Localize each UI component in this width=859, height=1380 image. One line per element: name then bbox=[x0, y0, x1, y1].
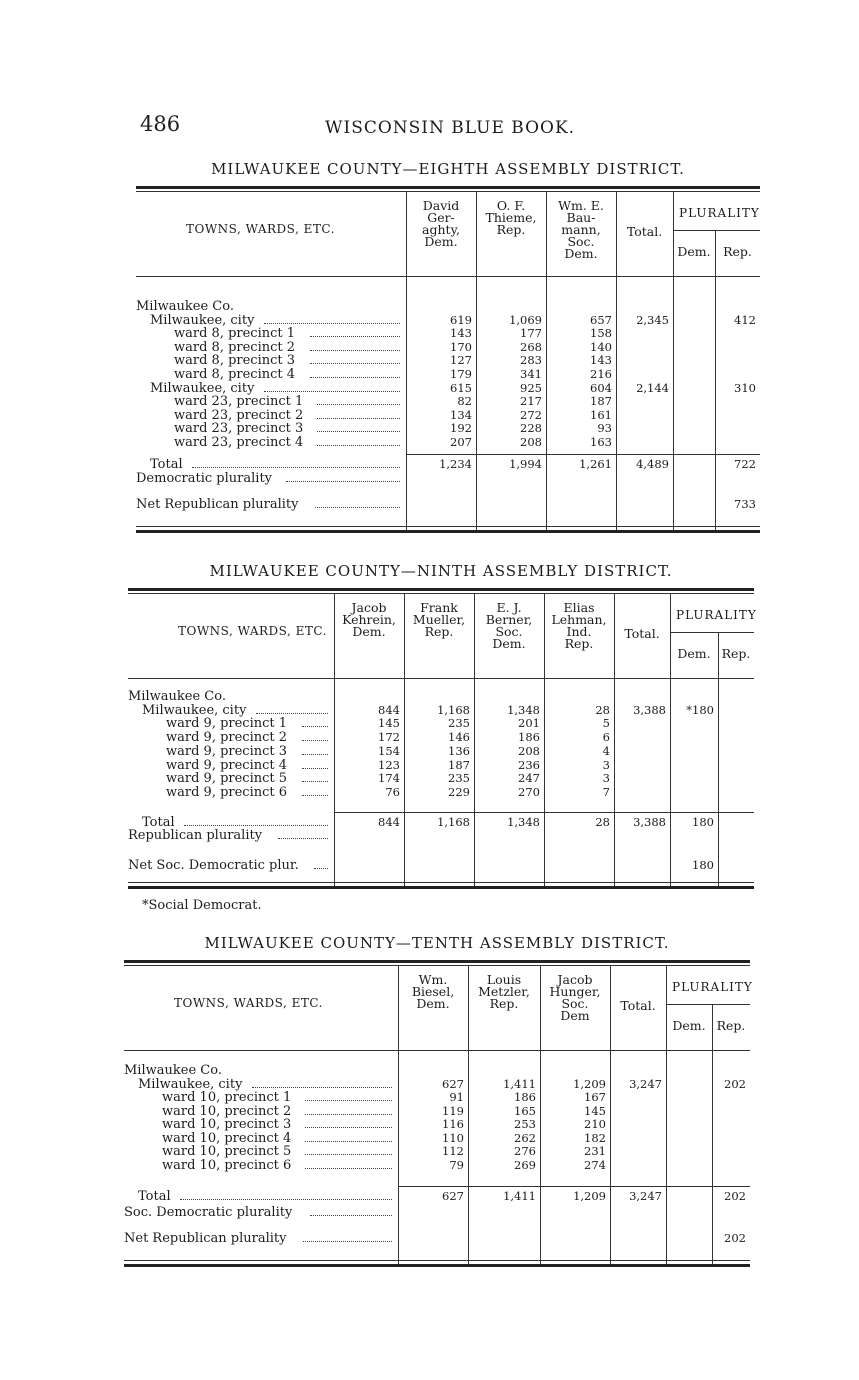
row-label: ward 23, precinct 4 bbox=[174, 435, 304, 450]
cell-value: 116 bbox=[442, 1117, 464, 1131]
candidate-header: Jacob Hunger, Soc. Dem bbox=[549, 972, 601, 1023]
cell-value: 1,348 bbox=[507, 702, 540, 717]
cell-value: 136 bbox=[448, 743, 470, 758]
cell-value: 341 bbox=[520, 367, 542, 381]
table-bottom-rule-inner bbox=[136, 526, 760, 527]
table-bottom-rule bbox=[128, 886, 754, 889]
cell-value: 174 bbox=[378, 771, 400, 786]
cell-value: 167 bbox=[584, 1090, 606, 1104]
column-divider bbox=[666, 966, 667, 1264]
leader-dots bbox=[310, 377, 400, 378]
cell-value: 3 bbox=[602, 757, 610, 772]
leader-dots bbox=[256, 713, 328, 714]
column-divider bbox=[712, 1004, 713, 1264]
cell-value: 276 bbox=[514, 1144, 536, 1158]
table-bottom-rule-inner bbox=[124, 1260, 750, 1261]
row-label: ward 9, precinct 3 bbox=[166, 743, 288, 759]
leader-dots bbox=[286, 481, 400, 482]
assembly-district-table bbox=[128, 562, 757, 926]
row-label: ward 8, precinct 2 bbox=[174, 339, 296, 355]
cell-value: 3,388 bbox=[633, 702, 666, 717]
summary-label: Total bbox=[138, 1189, 171, 1204]
leader-dots bbox=[264, 391, 400, 392]
table-bottom-rule-inner bbox=[128, 882, 754, 883]
leader-dots bbox=[305, 1154, 392, 1155]
cell-value: 119 bbox=[442, 1103, 464, 1118]
table-top-rule bbox=[124, 960, 750, 963]
plurality-sub-rule bbox=[670, 632, 754, 633]
cell-value: 202 bbox=[724, 1189, 746, 1203]
column-divider bbox=[610, 966, 611, 1264]
cell-value: 143 bbox=[590, 353, 612, 368]
cell-value: 1,209 bbox=[573, 1189, 606, 1203]
leader-dots bbox=[317, 445, 400, 446]
cell-value: 163 bbox=[590, 435, 612, 449]
assembly-district-table bbox=[124, 934, 753, 1304]
cell-value: 208 bbox=[520, 435, 542, 449]
leader-dots bbox=[302, 754, 328, 755]
candidate-header: Louis Metzler, Rep. bbox=[478, 972, 530, 1011]
cell-value: 208 bbox=[518, 743, 540, 758]
cell-value: 412 bbox=[734, 312, 756, 327]
cell-value: 283 bbox=[520, 353, 542, 368]
cell-value: 202 bbox=[724, 1231, 746, 1245]
towns-wards-header: TOWNS, WARDS, ETC. bbox=[186, 222, 335, 236]
leader-dots bbox=[310, 350, 400, 351]
page-header bbox=[140, 112, 760, 142]
cell-value: 91 bbox=[449, 1090, 464, 1104]
candidate-header: O. F. Thieme, Rep. bbox=[485, 198, 537, 237]
candidate-header: E. J. Berner, Soc. Dem. bbox=[485, 600, 533, 651]
cell-value: 1,411 bbox=[503, 1076, 536, 1091]
row-label: ward 8, precinct 4 bbox=[174, 367, 296, 382]
cell-value: 28 bbox=[595, 702, 610, 717]
cell-value: 733 bbox=[734, 497, 756, 511]
leader-dots bbox=[302, 726, 328, 727]
cell-value: 82 bbox=[457, 394, 472, 409]
cell-value: 187 bbox=[590, 394, 612, 409]
candidate-header: David Ger- aghty, Dem. bbox=[422, 198, 460, 249]
row-label: Milwaukee, city bbox=[142, 702, 247, 718]
leader-dots bbox=[317, 431, 400, 432]
plurality-header: PLURALITY bbox=[679, 206, 760, 220]
cell-value: 235 bbox=[448, 716, 470, 731]
column-divider bbox=[614, 594, 615, 886]
leader-dots bbox=[310, 363, 400, 364]
table-top-rule-inner bbox=[124, 965, 750, 966]
page-number: 486 bbox=[140, 112, 181, 136]
cell-value: 844 bbox=[378, 702, 400, 717]
leader-dots bbox=[305, 1114, 392, 1115]
cell-value: 3,247 bbox=[629, 1076, 662, 1091]
summary-label: Soc. Democratic plurality bbox=[124, 1205, 293, 1220]
cell-value: 269 bbox=[514, 1157, 536, 1172]
plurality-dem-header: Dem. bbox=[672, 1018, 706, 1033]
row-label: ward 9, precinct 2 bbox=[166, 730, 288, 746]
cell-value: 165 bbox=[514, 1103, 536, 1118]
cell-value: 1,994 bbox=[509, 457, 542, 471]
cell-value: 145 bbox=[584, 1103, 606, 1118]
row-label: ward 8, precinct 3 bbox=[174, 353, 296, 369]
column-divider bbox=[616, 192, 617, 530]
cell-value: 110 bbox=[442, 1130, 464, 1145]
cell-value: 182 bbox=[584, 1130, 606, 1145]
cell-value: 627 bbox=[442, 1076, 464, 1091]
plurality-dem-header: Dem. bbox=[677, 244, 711, 259]
cell-value: 158 bbox=[590, 326, 612, 341]
cell-value: 201 bbox=[518, 716, 540, 731]
cell-value: 112 bbox=[442, 1144, 464, 1158]
leader-dots bbox=[302, 795, 328, 796]
leader-dots bbox=[305, 1168, 392, 1169]
column-divider bbox=[673, 192, 674, 530]
column-divider bbox=[476, 192, 477, 530]
cell-value: 186 bbox=[514, 1090, 536, 1104]
leader-dots bbox=[315, 507, 400, 508]
row-label: ward 9, precinct 5 bbox=[166, 771, 288, 787]
leader-dots bbox=[314, 868, 328, 869]
cell-value: 217 bbox=[520, 394, 542, 409]
column-divider bbox=[404, 594, 405, 886]
leader-dots bbox=[317, 418, 400, 419]
plurality-dem-header: Dem. bbox=[677, 646, 711, 661]
cell-value: 6 bbox=[602, 730, 610, 745]
row-label: Milwaukee, city bbox=[150, 312, 255, 328]
leader-dots bbox=[302, 768, 328, 769]
cell-value: 127 bbox=[450, 353, 472, 368]
summary-label: Total bbox=[150, 457, 183, 472]
cell-value: 210 bbox=[584, 1117, 606, 1131]
column-divider bbox=[334, 594, 335, 886]
candidate-header: Jacob Kehrein, Dem. bbox=[342, 600, 396, 639]
cell-value: 145 bbox=[378, 716, 400, 731]
leader-dots bbox=[317, 404, 400, 405]
cell-value: 268 bbox=[520, 339, 542, 354]
cell-value: 604 bbox=[590, 380, 612, 395]
cell-value: 140 bbox=[590, 339, 612, 354]
row-label: ward 9, precinct 4 bbox=[166, 757, 288, 773]
row-label: ward 10, precinct 5 bbox=[162, 1144, 292, 1159]
column-divider bbox=[718, 632, 719, 886]
row-label: Milwaukee, city bbox=[150, 380, 255, 396]
cell-value: 79 bbox=[449, 1157, 464, 1172]
plurality-header: PLURALITY bbox=[672, 980, 753, 994]
table-top-rule-inner bbox=[136, 191, 760, 192]
cell-value: 3,247 bbox=[629, 1189, 662, 1203]
cell-value: 123 bbox=[378, 757, 400, 772]
total-rule bbox=[406, 454, 760, 455]
cell-value: 134 bbox=[450, 407, 472, 422]
plurality-rep-header: Rep. bbox=[723, 244, 752, 259]
column-divider bbox=[474, 594, 475, 886]
plurality-rep-header: Rep. bbox=[716, 1018, 746, 1033]
row-label: Milwaukee, city bbox=[138, 1076, 243, 1092]
cell-value: 76 bbox=[385, 784, 400, 799]
cell-value: 1,168 bbox=[437, 815, 470, 829]
book-title: WISCONSIN BLUE BOOK. bbox=[325, 118, 576, 138]
summary-label: Democratic plurality bbox=[136, 471, 273, 486]
plurality-rep-header: Rep. bbox=[721, 646, 751, 661]
cell-value: 202 bbox=[724, 1076, 746, 1091]
cell-value: 247 bbox=[518, 771, 540, 786]
cell-value: 5 bbox=[602, 716, 610, 731]
cell-value: 1,261 bbox=[579, 457, 612, 471]
total-rule bbox=[398, 1186, 750, 1187]
table-title: MILWAUKEE COUNTY—EIGHTH ASSEMBLY DISTRICT. bbox=[211, 160, 685, 178]
column-divider bbox=[546, 192, 547, 530]
cell-value: 2,345 bbox=[636, 312, 669, 327]
table-bottom-rule bbox=[124, 1264, 750, 1267]
cell-value: 28 bbox=[595, 815, 610, 829]
cell-value: 7 bbox=[602, 784, 610, 799]
cell-value: 177 bbox=[520, 326, 542, 341]
cell-value: 4 bbox=[602, 743, 610, 758]
cell-value: 146 bbox=[448, 730, 470, 745]
assembly-district-table bbox=[136, 160, 760, 570]
cell-value: 1,411 bbox=[503, 1189, 536, 1203]
plurality-header: PLURALITY bbox=[676, 608, 757, 622]
leader-dots bbox=[184, 825, 328, 826]
row-label: Milwaukee Co. bbox=[136, 299, 234, 314]
cell-value: 235 bbox=[448, 771, 470, 786]
row-label: ward 23, precinct 1 bbox=[174, 394, 304, 410]
row-label: ward 10, precinct 1 bbox=[162, 1090, 292, 1105]
cell-value: 310 bbox=[734, 380, 756, 395]
candidate-header: Wm. Biesel, Dem. bbox=[411, 972, 455, 1011]
cell-value: 216 bbox=[590, 367, 612, 381]
cell-value: 3,388 bbox=[633, 815, 666, 829]
row-label: Milwaukee Co. bbox=[128, 689, 226, 704]
leader-dots bbox=[192, 467, 400, 468]
summary-label: Total bbox=[142, 815, 175, 830]
column-divider bbox=[468, 966, 469, 1264]
cell-value: 262 bbox=[514, 1130, 536, 1145]
leader-dots bbox=[252, 1087, 392, 1088]
leader-dots bbox=[302, 740, 328, 741]
summary-label: Net Republican plurality bbox=[124, 1231, 287, 1246]
cell-value: 207 bbox=[450, 435, 472, 449]
leader-dots bbox=[180, 1199, 392, 1200]
cell-value: 925 bbox=[520, 380, 542, 395]
cell-value: 4,489 bbox=[636, 457, 669, 471]
header-bottom-rule bbox=[128, 678, 754, 679]
cell-value: 2,144 bbox=[636, 380, 669, 395]
total-header: Total. bbox=[620, 998, 656, 1013]
leader-dots bbox=[278, 838, 328, 839]
table-top-rule bbox=[136, 186, 760, 189]
row-label: Milwaukee Co. bbox=[124, 1063, 222, 1078]
row-label: ward 10, precinct 3 bbox=[162, 1117, 292, 1132]
column-divider bbox=[670, 594, 671, 886]
summary-label: Net Republican plurality bbox=[136, 497, 299, 512]
cell-value: 229 bbox=[448, 784, 470, 799]
total-header: Total. bbox=[624, 626, 660, 641]
total-rule bbox=[334, 812, 754, 813]
towns-wards-header: TOWNS, WARDS, ETC. bbox=[174, 996, 323, 1010]
towns-wards-header: TOWNS, WARDS, ETC. bbox=[178, 624, 327, 638]
plurality-sub-rule bbox=[666, 1004, 750, 1005]
leader-dots bbox=[264, 323, 400, 324]
cell-value: 3 bbox=[602, 771, 610, 786]
cell-value: 615 bbox=[450, 380, 472, 395]
leader-dots bbox=[305, 1127, 392, 1128]
summary-label: Net Soc. Democratic plur. bbox=[128, 858, 299, 873]
row-label: ward 9, precinct 1 bbox=[166, 716, 288, 732]
cell-value: 272 bbox=[520, 407, 542, 422]
cell-value: 93 bbox=[597, 421, 612, 436]
leader-dots bbox=[302, 781, 328, 782]
table-top-rule bbox=[128, 588, 754, 591]
cell-value: 619 bbox=[450, 312, 472, 327]
summary-label: Republican plurality bbox=[128, 828, 263, 843]
row-label: ward 10, precinct 4 bbox=[162, 1130, 292, 1146]
row-label: ward 23, precinct 3 bbox=[174, 421, 304, 437]
table-bottom-rule bbox=[136, 530, 760, 533]
cell-value: 143 bbox=[450, 326, 472, 341]
row-label: ward 10, precinct 6 bbox=[162, 1157, 292, 1173]
cell-value: 187 bbox=[448, 757, 470, 772]
table-title: MILWAUKEE COUNTY—TENTH ASSEMBLY DISTRICT. bbox=[204, 934, 670, 952]
cell-value: 253 bbox=[514, 1117, 536, 1131]
leader-dots bbox=[305, 1100, 392, 1101]
candidate-header: Elias Lehman, Ind. Rep. bbox=[551, 600, 607, 651]
row-label: ward 10, precinct 2 bbox=[162, 1103, 292, 1119]
leader-dots bbox=[305, 1141, 392, 1142]
cell-value: 1,069 bbox=[509, 312, 542, 327]
header-bottom-rule bbox=[136, 276, 760, 277]
cell-value: 657 bbox=[590, 312, 612, 327]
column-divider bbox=[406, 192, 407, 530]
cell-value: 154 bbox=[378, 743, 400, 758]
table-title: MILWAUKEE COUNTY—NINTH ASSEMBLY DISTRICT. bbox=[209, 562, 673, 580]
cell-value: 270 bbox=[518, 784, 540, 799]
cell-value: 844 bbox=[378, 815, 400, 829]
footnote: *Social Democrat. bbox=[142, 898, 262, 913]
leader-dots bbox=[303, 1241, 392, 1242]
cell-value: 274 bbox=[584, 1157, 606, 1172]
row-label: ward 8, precinct 1 bbox=[174, 326, 296, 342]
column-divider bbox=[398, 966, 399, 1264]
plurality-sub-rule bbox=[673, 230, 760, 231]
cell-value: 170 bbox=[450, 339, 472, 354]
cell-value: 186 bbox=[518, 730, 540, 745]
cell-value: 172 bbox=[378, 730, 400, 745]
cell-value: 627 bbox=[442, 1189, 464, 1203]
leader-dots bbox=[310, 336, 400, 337]
row-label: ward 23, precinct 2 bbox=[174, 407, 304, 423]
cell-value: 1,209 bbox=[573, 1076, 606, 1091]
cell-value: 192 bbox=[450, 421, 472, 436]
column-divider bbox=[715, 230, 716, 530]
cell-value: 161 bbox=[590, 407, 612, 422]
column-divider bbox=[540, 966, 541, 1264]
total-header: Total. bbox=[626, 224, 663, 239]
cell-value: 722 bbox=[734, 457, 756, 471]
cell-value: 180 bbox=[692, 815, 714, 829]
table-top-rule-inner bbox=[128, 593, 754, 594]
cell-value: 180 bbox=[692, 858, 714, 872]
cell-value: 1,348 bbox=[507, 815, 540, 829]
cell-value: 231 bbox=[584, 1144, 606, 1158]
row-label: ward 9, precinct 6 bbox=[166, 784, 288, 800]
header-bottom-rule bbox=[124, 1050, 750, 1051]
cell-value: *180 bbox=[686, 702, 714, 717]
column-divider bbox=[544, 594, 545, 886]
candidate-header: Frank Mueller, Rep. bbox=[412, 600, 466, 639]
cell-value: 236 bbox=[518, 757, 540, 772]
cell-value: 228 bbox=[520, 421, 542, 436]
cell-value: 1,168 bbox=[437, 702, 470, 717]
cell-value: 179 bbox=[450, 367, 472, 381]
leader-dots bbox=[310, 1215, 392, 1216]
cell-value: 1,234 bbox=[439, 457, 472, 471]
candidate-header: Wm. E. Bau- mann, Soc. Dem. bbox=[558, 198, 604, 261]
